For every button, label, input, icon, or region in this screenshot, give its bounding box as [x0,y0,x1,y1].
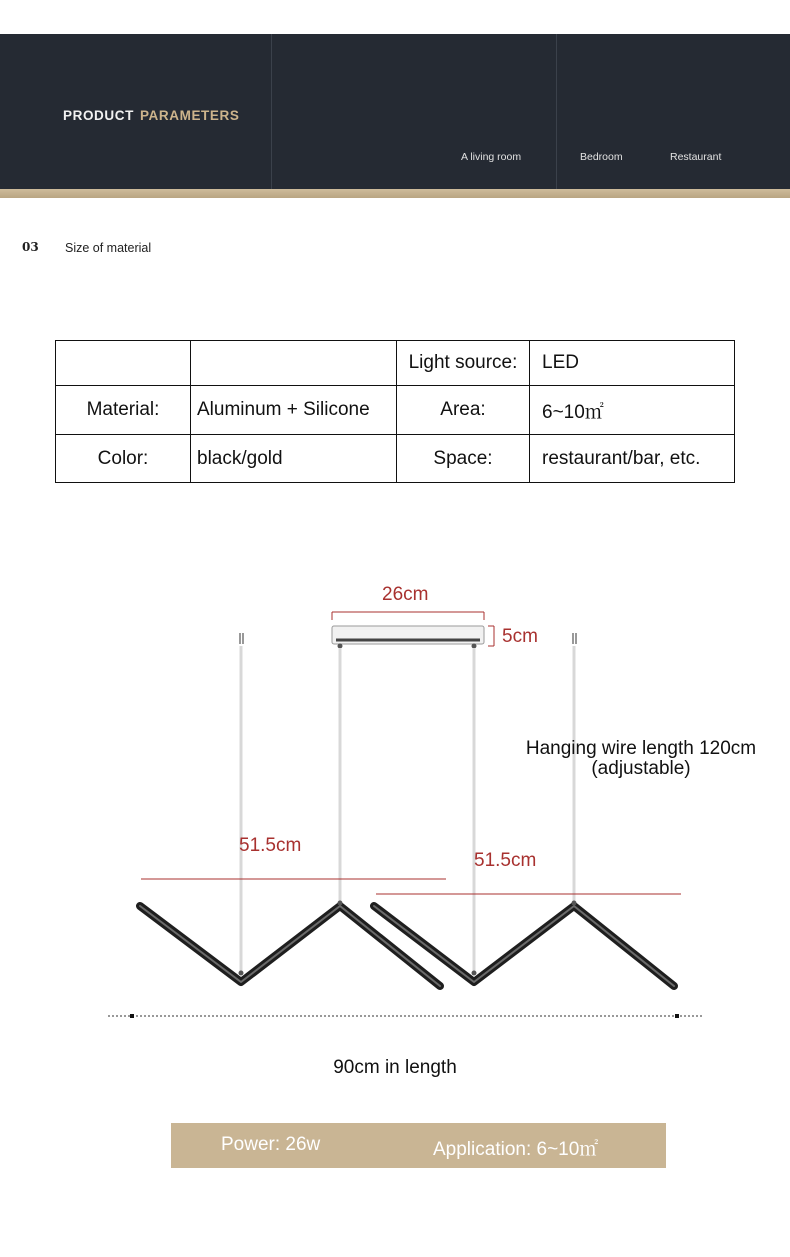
room-label-restaurant: Restaurant [670,151,722,163]
table-cell: Space: [397,435,530,483]
wire-length-label [510,739,772,779]
canopy-height-label: 5cm [502,626,538,647]
canopy-height-dimension [488,626,494,646]
room-label-bedroom: Bedroom [580,151,623,163]
total-length-label: 90cm in length [333,1057,457,1078]
table-cell: Area: [397,386,530,435]
table-cell: Aluminum + Silicone [191,386,397,435]
canopy-width-label: 26cm [382,584,429,605]
canopy-width-dimension [332,612,484,620]
section-title: Size of material [65,241,152,255]
application-label: Application: 6~10㎡ [433,1139,599,1160]
banner-title-product: PRODUCT [63,108,134,123]
table-cell: 6~10㎡ [530,386,735,435]
right-segment-label: 51.5cm [474,850,537,871]
room-label-living-room: A living room [461,151,522,163]
power-label: Power: 26w [221,1134,321,1155]
section-number: 03 [22,240,39,254]
hanging-wires [241,646,574,972]
table-cell: Material: [56,386,191,435]
left-segment-label: 51.5cm [239,835,302,856]
table-cell: Color: [56,435,191,483]
specs-footer-bar [171,1123,666,1168]
wire-length-line1: Hanging wire length 120cm [525,738,757,759]
table-cell: restaurant/bar, etc. [530,435,735,483]
table-cell: Light source: [397,341,530,386]
banner-title-parameters: PARAMETERS [139,108,240,123]
wire-length-line2: (adjustable) [591,758,691,779]
table-cell: black/gold [191,435,397,483]
table-cell: LED [530,341,735,386]
